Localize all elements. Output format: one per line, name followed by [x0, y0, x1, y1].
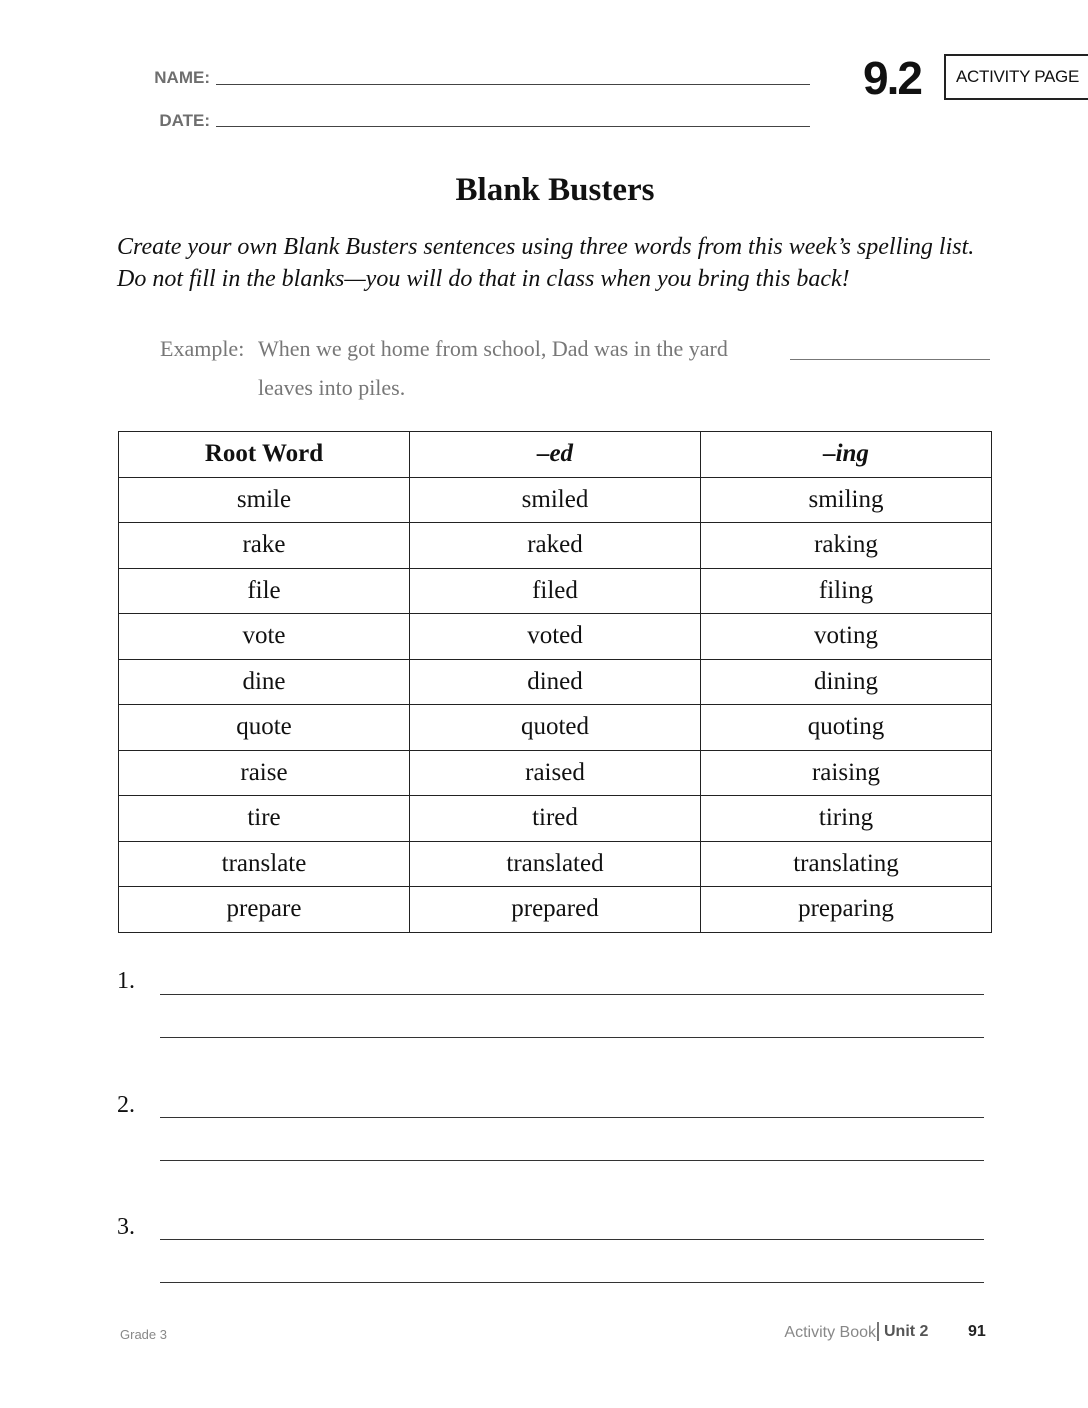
instructions: Create your own Blank Busters sentences using three words from this week’s spelling list. Do not fill in the blanks—you will do that in class when you bring this back!	[117, 234, 975, 292]
date-field[interactable]	[216, 126, 810, 127]
root-word-cell: quote	[119, 705, 410, 751]
name-label: NAME:	[154, 68, 210, 87]
footer-divider	[877, 1322, 879, 1341]
ing-form-cell: dining	[701, 659, 992, 705]
footer-grade: Grade 3	[120, 1327, 167, 1342]
ing-form-cell: voting	[701, 614, 992, 660]
ing-form-cell: tiring	[701, 796, 992, 842]
example-sentence-part1: When we got home from school, Dad was in the yard	[258, 336, 728, 361]
root-word-cell: dine	[119, 659, 410, 705]
ed-form-cell: quoted	[410, 705, 701, 751]
ing-form-cell: raking	[701, 523, 992, 569]
footer-unit: Unit 2	[884, 1323, 929, 1340]
header-root-word: Root Word	[119, 432, 410, 478]
footer-book-title: Activity Book	[784, 1324, 876, 1341]
root-word-cell: tire	[119, 796, 410, 842]
table-header-row	[119, 432, 992, 478]
ed-form-cell: raised	[410, 750, 701, 796]
sentence-3-line-2[interactable]	[160, 1282, 984, 1283]
date-label: DATE:	[159, 111, 210, 130]
sentence-3-line-1[interactable]	[160, 1239, 984, 1240]
ed-form-cell: dined	[410, 659, 701, 705]
ed-form-cell: filed	[410, 568, 701, 614]
table-row	[119, 477, 992, 523]
spelling-word-table	[118, 431, 992, 933]
sentence-2-line-1[interactable]	[160, 1117, 984, 1118]
sentence-number: 2.	[117, 1092, 135, 1118]
table-row	[119, 750, 992, 796]
table-row	[119, 796, 992, 842]
table-row	[119, 568, 992, 614]
ed-form-cell: raked	[410, 523, 701, 569]
ed-form-cell: tired	[410, 796, 701, 842]
root-word-cell: file	[119, 568, 410, 614]
ing-form-cell: quoting	[701, 705, 992, 751]
example-label: Example:	[160, 336, 245, 361]
root-word-cell: vote	[119, 614, 410, 660]
page-number: 91	[968, 1323, 986, 1340]
root-word-cell: rake	[119, 523, 410, 569]
header-ing: –ing	[701, 432, 992, 478]
name-field[interactable]	[216, 84, 810, 85]
sentence-number: 3.	[117, 1214, 135, 1240]
example-sentence-part2: leaves into piles.	[258, 375, 406, 400]
activity-page-badge	[944, 54, 1088, 100]
ing-form-cell: translating	[701, 841, 992, 887]
page-title: Blank Busters	[455, 172, 655, 208]
ing-form-cell: filing	[701, 568, 992, 614]
header-ed: –ed	[410, 432, 701, 478]
ing-form-cell: smiling	[701, 477, 992, 523]
table-row	[119, 705, 992, 751]
ed-form-cell: smiled	[410, 477, 701, 523]
ing-form-cell: preparing	[701, 887, 992, 933]
root-word-cell: raise	[119, 750, 410, 796]
table-row	[119, 841, 992, 887]
sentence-1-line-2[interactable]	[160, 1037, 984, 1038]
ed-form-cell: translated	[410, 841, 701, 887]
table-row	[119, 523, 992, 569]
root-word-cell: smile	[119, 477, 410, 523]
sentence-1-line-1[interactable]	[160, 994, 984, 995]
table-row	[119, 887, 992, 933]
table-row	[119, 659, 992, 705]
ed-form-cell: prepared	[410, 887, 701, 933]
table-row	[119, 614, 992, 660]
ing-form-cell: raising	[701, 750, 992, 796]
activity-number: 9.2	[863, 52, 921, 104]
ed-form-cell: voted	[410, 614, 701, 660]
activity-page-label: ACTIVITY PAGE	[956, 67, 1080, 86]
sentence-number: 1.	[117, 968, 135, 994]
root-word-cell: prepare	[119, 887, 410, 933]
root-word-cell: translate	[119, 841, 410, 887]
example-blank	[790, 359, 990, 360]
sentence-2-line-2[interactable]	[160, 1160, 984, 1161]
